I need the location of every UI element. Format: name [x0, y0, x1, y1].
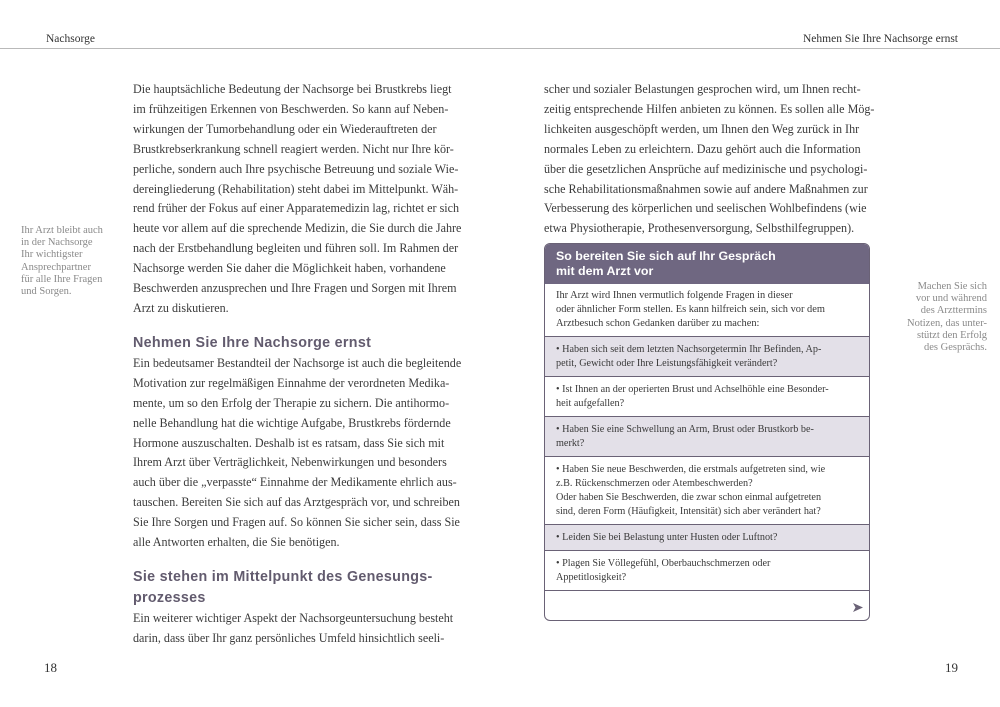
margin-note-right — [887, 281, 987, 354]
page-number-right: 19 — [945, 660, 958, 675]
text-line: Ihr Arzt wird Ihnen vermutlich folgende Fragen in dieser — [556, 290, 793, 301]
text-line: alle Antworten erhalten, die Sie benötigen. — [133, 535, 340, 550]
conversation-prep-box — [544, 243, 870, 621]
margin-note-line: vor und während — [915, 293, 987, 305]
text-line: im frühzeitigen Erkennen von Beschwerden. So kann auf Neben- — [133, 101, 449, 116]
text-line: heit aufgefallen? — [556, 398, 625, 410]
text-line: scher und sozialer Belastungen gesprochen wird, um Ihnen recht- — [544, 82, 861, 96]
margin-note-line: Machen Sie sich — [917, 281, 987, 292]
text-line: Ein bedeutsamer Bestandteil der Nachsorge ist auch die begleitende — [133, 355, 462, 370]
text-line: tauschen. Bereiten Sie sich auf das Arztgespräch vor, und schreiben — [133, 495, 460, 510]
text-line: petit, Gewicht oder Ihre Leistungsfähigkeit verändert? — [556, 358, 778, 370]
text-line: Appetitlosigkeit? — [556, 572, 627, 584]
text-line: rend früher der Fokus auf einer Apparatemedizin lag, richtet er sich — [133, 201, 460, 216]
header-divider — [0, 48, 1000, 49]
text-line: nelle Behandlung hat die wichtige Aufgabe, Brustkrebs fördernde — [133, 415, 451, 430]
text-line: oder ähnlicher Form stellen. Es kann hilfreich sein, sich vor dem — [556, 303, 825, 315]
text-line: • Ist Ihnen an der operierten Brust und Achselhöhle eine Besonder- — [556, 384, 829, 396]
question-item — [545, 417, 869, 457]
text-line: lichkeiten ausgeschöpft werden, um Ihnen den Weg zurück in Ihr — [544, 121, 860, 136]
paragraph — [133, 80, 462, 319]
page-number-left: 18 — [44, 660, 57, 675]
text-line: Sie Ihre Sorgen und Fragen auf. So können Sie sicher sein, dass Sie — [133, 515, 460, 530]
arrow-right-icon — [853, 603, 863, 615]
running-header-right: Nehmen Sie Ihre Nachsorge ernst — [803, 33, 958, 45]
box-intro — [545, 284, 869, 337]
margin-note-line: Ihr Arzt bleibt auch — [21, 225, 103, 236]
question-item — [545, 457, 869, 525]
text-line: Hormone auszuschalten. Deshalb ist es ratsam, dass Sie sich mit — [133, 435, 445, 450]
margin-note-line: des Gesprächs. — [924, 342, 987, 354]
running-header-left: Nachsorge — [46, 33, 95, 45]
text-line: Beschwerden anzusprechen und Ihre Fragen und Sorgen mit Ihrem — [133, 281, 457, 296]
text-line: Arzt zu diskutieren. — [133, 300, 229, 315]
text-column-left — [133, 80, 462, 649]
question-item — [545, 525, 869, 551]
paragraph — [544, 80, 875, 239]
question-item — [545, 377, 869, 417]
box-title-line: So bereiten Sie sich auf Ihr Gespräch — [556, 249, 776, 263]
text-line: wirkungen der Tumorbehandlung oder ein Wiederauftreten der — [133, 121, 437, 136]
margin-note-line: stützt den Erfolg — [917, 329, 987, 341]
margin-note-line: des Arzttermins — [920, 305, 987, 317]
text-line: dereingliederung (Rehabilitation) steht dabei im Mittelpunkt. Wäh- — [133, 181, 459, 196]
text-line: • Haben Sie eine Schwellung an Arm, Brust oder Brustkorb be- — [556, 424, 814, 436]
text-column-right — [544, 80, 875, 239]
text-line: Ihrem Arzt über Verträglichkeit, Nebenwirkungen und besonders — [133, 455, 447, 470]
heading-line: prozesses — [133, 589, 206, 606]
text-line: • Plagen Sie Völlegefühl, Oberbauchschmerzen oder — [556, 558, 771, 570]
text-line: Die hauptsächliche Bedeutung der Nachsorge bei Brustkrebs liegt — [133, 82, 452, 96]
text-line: z.B. Rückenschmerzen oder Atembeschwerden? — [556, 478, 753, 490]
margin-note-line: in der Nachsorge — [21, 237, 93, 249]
text-line: Oder haben Sie Beschwerden, die zwar schon einmal aufgetreten — [556, 492, 822, 504]
margin-note-line: Ansprechpartner — [21, 261, 91, 273]
margin-note-left — [21, 225, 121, 298]
text-line: • Haben Sie neue Beschwerden, die erstmals aufgetreten sind, wie — [556, 464, 826, 476]
text-line: Arztbesuch schon Gedanken darüber zu machen: — [556, 317, 760, 329]
text-line: perliche, sondern auch Ihre psychische Betreuung und soziale Wie- — [133, 161, 459, 176]
text-line: auch über die „verpasste“ Einnahme der Medikamente ehrlich aus- — [133, 475, 457, 490]
box-title — [545, 244, 869, 284]
text-line: Verbesserung des körperlichen und seelischen Wohlbefindens (wie — [544, 201, 867, 216]
margin-note-line: Notizen, das unter- — [907, 317, 987, 329]
section-heading — [133, 567, 458, 609]
text-line: • Haben sich seit dem letzten Nachsorgetermin Ihr Befinden, Ap- — [556, 344, 822, 356]
paragraph — [133, 609, 458, 649]
heading-line: Sie stehen im Mittelpunkt des Genesungs- — [133, 568, 433, 585]
section-heading: Nehmen Sie Ihre Nachsorge ernst — [133, 334, 372, 351]
text-line: etwa Physiotherapie, Prothesenversorgung, Selbsthilfegruppen). — [544, 221, 855, 236]
text-line: nach der Erstbehandlung begleiten und führen soll. Im Rahmen der — [133, 241, 459, 256]
margin-note-line: Ihr wichtigster — [21, 249, 83, 261]
text-line: heute vor allem auf die sprechende Medizin, die Sie durch die Jahre — [133, 221, 462, 236]
text-line: über die gesetzlichen Ansprüche auf medizinische und psychologi- — [544, 161, 868, 176]
text-line: Brustkrebserkrankung schnell reagiert werden. Nicht nur Ihre kör- — [133, 141, 454, 156]
text-line: mente, um so den Erfolg der Therapie zu sichern. Die antihormo- — [133, 395, 450, 410]
text-line: sind, deren Form (Häufigkeit, Intensität) sich aber verändert hat? — [556, 506, 821, 518]
text-line: darin, dass über Ihr ganz persönliches Umfeld hinsichtlich seeli- — [133, 630, 445, 645]
text-line: • Leiden Sie bei Belastung unter Husten oder Luftnot? — [556, 532, 778, 544]
text-line: Nachsorge werden Sie daher die Möglichkeit haben, vorhandene — [133, 261, 446, 276]
text-line: zeitig entsprechende Hilfen anbieten zu können. Es sollen alle Mög- — [544, 101, 875, 116]
text-line: Motivation zur regelmäßigen Einnahme der verordneten Medika- — [133, 375, 450, 390]
question-item — [545, 551, 869, 591]
margin-note-line: und Sorgen. — [21, 286, 72, 298]
text-line: Ein weiterer wichtiger Aspekt der Nachsorgeuntersuchung besteht — [133, 610, 454, 625]
text-line: sche Rehabilitationsmaßnahmen sowie auf andere Maßnahmen zur — [544, 181, 868, 196]
box-title-line: mit dem Arzt vor — [556, 264, 654, 278]
question-item — [545, 337, 869, 377]
text-line: normales Leben zu erleichtern. Dazu gehört auch die Information — [544, 141, 861, 156]
margin-note-line: für alle Ihre Fragen — [21, 273, 103, 285]
paragraph — [133, 354, 462, 553]
text-line: merkt? — [556, 438, 585, 450]
